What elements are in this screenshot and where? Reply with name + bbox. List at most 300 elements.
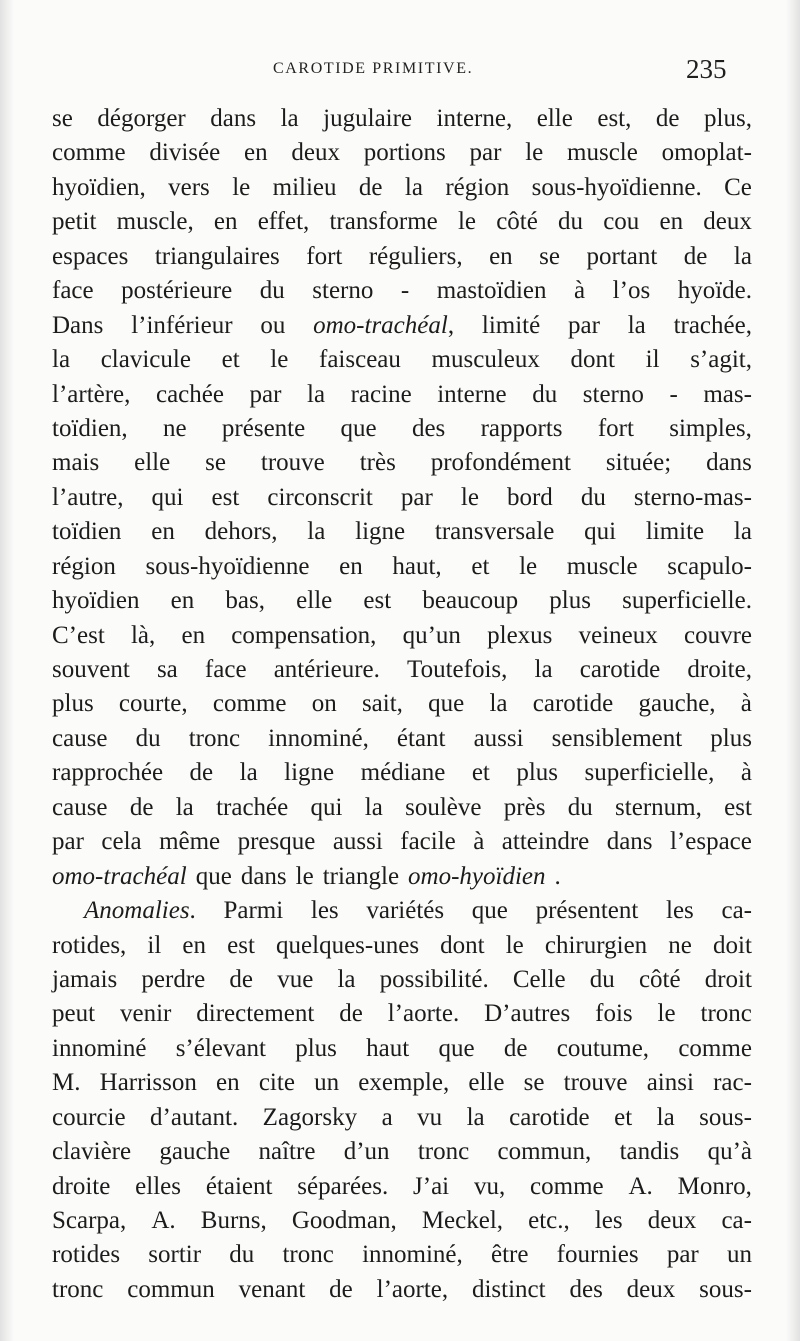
word: le: [519, 552, 538, 580]
word: le: [457, 208, 476, 236]
word: hyoïdien: [52, 587, 140, 615]
word: à: [574, 277, 586, 305]
word: il: [645, 346, 660, 374]
word: les: [310, 897, 339, 925]
word: droite,: [687, 656, 752, 683]
word: fournies: [556, 1241, 639, 1269]
word: commun: [127, 1275, 215, 1303]
word: cou: [603, 208, 640, 236]
word: de: [358, 173, 383, 201]
word: sortir: [148, 1241, 202, 1269]
word: [408, 860, 561, 894]
word: étant: [396, 724, 446, 752]
text-line: [52, 481, 752, 515]
word: Ce: [724, 173, 752, 201]
word: l’os: [612, 277, 651, 305]
word: naître: [258, 1138, 316, 1166]
text-line: [52, 997, 752, 1031]
word: le: [505, 931, 524, 959]
word: antérieure.: [273, 656, 380, 683]
word: cite: [258, 1069, 295, 1097]
word: séparées.: [297, 1172, 389, 1200]
word: Scarpa,: [52, 1207, 127, 1234]
word: médiane: [360, 759, 446, 787]
word: cause: [52, 724, 108, 752]
word: chirurgien: [544, 931, 648, 959]
word: circonscrit: [267, 483, 373, 511]
word: haut,: [392, 552, 442, 580]
word: trachée,: [673, 311, 752, 339]
word: la: [733, 242, 752, 270]
word: l’aorte,: [376, 1275, 449, 1303]
word: du: [567, 793, 593, 821]
word: Zagorsky: [262, 1103, 358, 1131]
word: M.: [52, 1069, 81, 1097]
word: [313, 309, 454, 343]
word: que: [195, 862, 232, 890]
word: et: [614, 1103, 633, 1131]
word: se: [205, 449, 226, 477]
word: en: [216, 1069, 240, 1097]
word: plus: [295, 1034, 337, 1062]
word: du: [532, 380, 558, 408]
word: hyoïde.: [677, 277, 752, 305]
word: .: [189, 897, 196, 925]
word: toïdien,: [52, 414, 128, 442]
word: et: [471, 759, 490, 787]
word: plus: [710, 724, 752, 752]
word: commun,: [497, 1138, 592, 1166]
word: les: [666, 897, 694, 925]
word: de: [503, 1034, 528, 1062]
word: s’agit,: [690, 346, 752, 374]
text-line: [52, 309, 752, 343]
word: divisée: [149, 139, 221, 167]
word: rotides,: [52, 931, 127, 959]
word: de: [683, 242, 708, 270]
word: omoplat-: [661, 139, 752, 167]
word: sous-hyoïdienne: [145, 552, 310, 580]
word: superficielle.: [622, 587, 752, 615]
word: tronc: [188, 724, 241, 752]
word: Dans: [52, 311, 104, 339]
text-line: [52, 860, 752, 894]
text-line: [52, 687, 752, 721]
word: du: [135, 724, 161, 752]
word: vu: [417, 1103, 443, 1131]
word: distinct: [471, 1275, 546, 1303]
word: se: [523, 1069, 545, 1097]
word: par: [249, 380, 282, 408]
word: côté: [638, 965, 681, 993]
word: -: [400, 277, 410, 305]
word: du: [589, 965, 615, 993]
word: rac-: [713, 1069, 752, 1097]
word: tronc: [417, 1138, 470, 1166]
word: près: [503, 793, 546, 821]
word: atteindre: [501, 828, 590, 856]
text-line: [52, 1170, 752, 1204]
word: qui: [584, 518, 617, 546]
word: sterno: [582, 380, 644, 408]
word: comme: [678, 1034, 752, 1062]
word: trouve: [260, 449, 325, 477]
word: de: [229, 965, 254, 993]
word: on: [311, 690, 337, 718]
word: peut: [52, 1000, 96, 1028]
word: hyoïdien,: [52, 173, 146, 201]
word: à: [740, 759, 752, 787]
word: de: [339, 1000, 363, 1028]
word: ou: [260, 311, 286, 339]
word: possibilité.: [379, 965, 489, 993]
text-line: [52, 791, 752, 825]
word: en: [151, 518, 175, 546]
word: compensation,: [231, 621, 377, 649]
word: que: [438, 1034, 475, 1062]
word: interne: [437, 380, 507, 408]
word: s’élevant: [175, 1034, 266, 1062]
word: profondément: [430, 449, 571, 477]
word: muscle,: [116, 208, 194, 236]
word: omo-trachéal: [52, 862, 187, 890]
word: soulève: [405, 793, 482, 821]
word: C’est: [52, 621, 105, 649]
word: un: [314, 1069, 340, 1097]
word: ca-: [721, 897, 752, 925]
word: espaces: [52, 242, 129, 270]
page-edge-shadow-left: [0, 0, 14, 1341]
word: beaucoup: [422, 587, 519, 615]
word: en: [243, 139, 268, 167]
text-line: [52, 343, 752, 377]
word: variétés: [366, 897, 445, 925]
text-line: [52, 446, 752, 480]
word: cela: [101, 828, 142, 856]
word: le: [525, 139, 544, 167]
word: mastoïdien: [436, 277, 547, 305]
word: directement: [196, 1000, 315, 1028]
word: omo-hyoïdien: [408, 862, 546, 890]
word: simples,: [669, 414, 752, 442]
word: carotide: [509, 1103, 590, 1131]
word: de: [129, 793, 154, 821]
word: en: [659, 208, 684, 236]
word: la: [656, 1103, 675, 1131]
word: carotide: [579, 656, 661, 683]
word: quelques-unes: [276, 931, 420, 959]
word: que: [340, 414, 377, 442]
word: bord: [506, 483, 553, 511]
word: transforme: [329, 208, 438, 236]
word: la: [627, 311, 646, 339]
word: face: [52, 277, 94, 305]
text-line: [52, 102, 752, 136]
word: plus: [52, 690, 94, 718]
text-line: [52, 378, 752, 412]
text-line: [52, 929, 752, 963]
word: l’autre,: [52, 483, 124, 511]
word: droite: [52, 1172, 111, 1200]
word: sternum,: [615, 793, 702, 821]
word: est: [211, 483, 240, 511]
word: petit: [52, 208, 97, 236]
word: en: [170, 587, 195, 615]
word: D’autres: [484, 1000, 571, 1028]
word: J’ai: [413, 1172, 450, 1200]
word: est: [363, 587, 392, 615]
word: triangle: [322, 862, 400, 890]
word: etc.,: [528, 1207, 570, 1234]
word: située;: [605, 449, 672, 477]
word: l’aorte.: [387, 1000, 460, 1028]
word: côté: [496, 208, 538, 236]
word: des: [411, 414, 446, 442]
word: ne: [668, 931, 692, 959]
word: qui: [310, 793, 343, 821]
word: effet,: [257, 208, 310, 236]
word: que: [471, 897, 508, 925]
word: mais: [52, 449, 100, 477]
word: qu’un: [402, 621, 461, 649]
word: Harrisson: [99, 1069, 197, 1097]
word: l’artère,: [52, 380, 131, 408]
word: musculeux: [431, 346, 540, 374]
word: [84, 894, 196, 928]
text-line: [52, 274, 752, 308]
word: est: [724, 793, 752, 821]
word: portant: [586, 242, 658, 270]
word: il: [147, 931, 162, 959]
word: deux: [626, 1275, 676, 1303]
body-text: [52, 102, 752, 1307]
text-line: [52, 894, 752, 928]
word: rapports: [480, 414, 563, 442]
word: ainsi: [646, 1069, 694, 1097]
word: facile: [400, 828, 456, 856]
word: par: [666, 1241, 699, 1269]
word: étaient: [205, 1172, 273, 1200]
page-edge-shadow-right: [786, 0, 800, 1341]
word: la: [307, 380, 326, 408]
word: que: [428, 690, 465, 718]
word: aussi: [473, 724, 524, 752]
word: dans: [210, 105, 257, 132]
word: Celle: [512, 965, 566, 993]
word: innominé,: [362, 1241, 463, 1269]
word: est: [227, 931, 255, 959]
word: d’autant.: [150, 1103, 239, 1131]
word: du: [558, 208, 584, 236]
word: elles: [135, 1172, 181, 1200]
word: sterno-mas-: [633, 483, 752, 511]
text-line: [52, 136, 752, 170]
word: le: [295, 862, 314, 890]
word: en: [182, 931, 207, 959]
word: presque: [237, 828, 316, 856]
text-line: [52, 1135, 752, 1169]
word: deux: [647, 1207, 697, 1234]
page-header: [0, 56, 800, 86]
word: la: [175, 793, 194, 821]
word: comme: [212, 690, 287, 718]
word: dans: [240, 862, 287, 890]
word: portions: [363, 139, 446, 167]
word: du: [229, 1241, 255, 1269]
word: jugulaire: [323, 105, 413, 132]
word: ne: [163, 414, 187, 442]
word: sous-: [699, 1275, 752, 1303]
word: plus: [549, 587, 591, 615]
word: région: [445, 173, 510, 201]
text-line: [52, 240, 752, 274]
word: Toutefois,: [407, 656, 508, 683]
word: ca-: [721, 1207, 752, 1234]
word: là,: [130, 621, 156, 649]
word: de: [189, 759, 214, 787]
word: comme: [52, 139, 126, 167]
word: en: [181, 621, 206, 649]
text-line: [52, 653, 752, 687]
word: elle: [134, 449, 171, 477]
word: présentent: [535, 897, 639, 925]
word: sous-: [699, 1103, 752, 1131]
word: gauche: [159, 1138, 231, 1166]
word: être: [490, 1241, 529, 1269]
word: courte,: [118, 690, 188, 718]
word: cachée: [155, 380, 224, 408]
word: dehors,: [204, 518, 278, 546]
text-line: [52, 515, 752, 549]
word: par: [469, 139, 502, 167]
word: de: [655, 105, 680, 132]
word: la: [52, 346, 71, 374]
word: le: [270, 346, 289, 374]
word: rapprochée: [52, 759, 164, 787]
word: fort: [306, 242, 343, 270]
word: toïdien: [52, 518, 122, 546]
word: jamais: [52, 965, 118, 993]
word: transversale: [434, 518, 555, 546]
word: venir: [119, 1000, 172, 1028]
word: sait,: [361, 690, 403, 718]
word: en: [489, 242, 513, 270]
word: les: [594, 1207, 623, 1234]
text-line: [52, 722, 752, 756]
text-line: [52, 619, 752, 653]
word: d’un: [343, 1138, 390, 1166]
text-line: [52, 1032, 752, 1066]
word: tronc: [52, 1275, 104, 1303]
word: bas,: [225, 587, 265, 615]
word: courcie: [52, 1103, 126, 1131]
word: rotides: [52, 1241, 121, 1269]
word: .: [554, 862, 561, 890]
word: la: [404, 173, 423, 201]
word: postérieure: [121, 277, 233, 305]
word: perdre: [141, 965, 206, 993]
word: doit: [713, 931, 752, 959]
word: elle: [468, 1069, 505, 1097]
word: des: [569, 1275, 603, 1303]
word: sa: [156, 656, 178, 683]
text-line: [52, 584, 752, 618]
word: à: [473, 828, 485, 856]
word: ligne: [284, 759, 335, 787]
word: scapulo-: [667, 552, 752, 580]
text-line: [52, 1204, 752, 1238]
word: par: [52, 828, 84, 856]
word: triangulaires: [154, 242, 280, 270]
word: tronc: [700, 1000, 752, 1028]
word: milieu: [272, 173, 337, 201]
word: elle: [296, 587, 333, 615]
word: très: [359, 449, 396, 477]
word: par: [400, 483, 433, 511]
word: se: [52, 105, 73, 132]
word: se: [539, 242, 560, 270]
word: ligne: [355, 518, 406, 546]
word: cause: [52, 793, 108, 821]
page-number: 235: [686, 54, 727, 84]
word: A.: [628, 1172, 653, 1200]
word: et: [221, 346, 240, 374]
text-line: [52, 550, 752, 584]
word: la: [337, 965, 356, 993]
text-line: [52, 1238, 752, 1272]
word: Burns,: [200, 1207, 267, 1234]
word: la: [534, 656, 553, 683]
word: A.: [151, 1207, 176, 1234]
word: Goodman,: [291, 1207, 397, 1234]
word: vers: [168, 173, 210, 201]
word: clavicule: [100, 346, 191, 374]
word: droit: [704, 965, 752, 993]
text-line: [52, 1066, 752, 1100]
word: en: [339, 552, 363, 580]
word: du: [580, 483, 606, 511]
word: l’espace: [669, 828, 752, 856]
word: trouve: [563, 1069, 628, 1097]
word: par: [568, 311, 600, 339]
word: superficielle,: [584, 759, 715, 787]
word: la: [733, 518, 752, 546]
word: mas-: [703, 380, 752, 408]
word: réguliers,: [368, 242, 463, 270]
word: coutume,: [556, 1034, 650, 1062]
word: fois: [595, 1000, 633, 1028]
text-line: [52, 412, 752, 446]
word: comme: [530, 1172, 604, 1200]
word: deux: [291, 139, 340, 167]
word: dans: [706, 449, 752, 477]
word: limite: [645, 518, 705, 546]
text-line: [52, 171, 752, 205]
word: est,: [597, 105, 632, 132]
word: muscle: [566, 552, 638, 580]
word: Parmi: [223, 897, 284, 925]
word: innominé: [52, 1034, 147, 1062]
word: aussi: [332, 828, 383, 856]
word: exemple,: [358, 1069, 450, 1097]
word: présente: [221, 414, 306, 442]
word: Meckel,: [421, 1207, 504, 1234]
word: dans: [606, 828, 653, 856]
word: dont: [440, 931, 485, 959]
word: qu’à: [707, 1138, 752, 1166]
word: -: [669, 380, 678, 408]
word: dégorger: [97, 105, 186, 132]
